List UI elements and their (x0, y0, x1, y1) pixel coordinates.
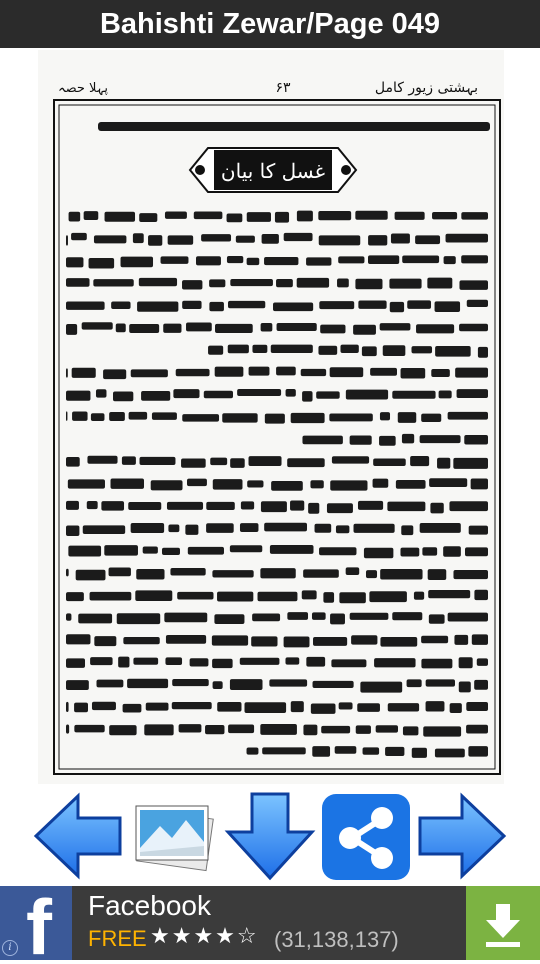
intro-line (98, 122, 490, 131)
photo-gallery-icon (128, 786, 224, 886)
down-arrow-icon (222, 786, 318, 886)
facebook-logo (0, 886, 72, 960)
ad-price: FREE (88, 926, 147, 951)
section-heading: غسل کا بیان (220, 159, 326, 183)
text-line (66, 233, 488, 246)
ad-info-icon[interactable]: i (2, 940, 18, 956)
text-line (247, 746, 488, 758)
text-line (66, 657, 488, 669)
text-line (66, 523, 488, 536)
text-line (66, 701, 488, 714)
ad-rating-count: (31,138,137) (274, 927, 399, 952)
body-text-lines (66, 211, 488, 758)
text-line (66, 612, 488, 624)
ad-title: Facebook (88, 890, 211, 921)
book-page-scan[interactable] (38, 50, 504, 784)
text-line (66, 567, 488, 580)
text-line (66, 634, 488, 647)
text-line (66, 456, 488, 469)
text-line (66, 590, 488, 603)
previous-page-button[interactable] (32, 786, 128, 886)
next-page-down-button[interactable] (222, 786, 318, 886)
running-header-left: پہلا حصہ (58, 81, 109, 96)
text-line (66, 255, 488, 268)
text-line (66, 389, 488, 402)
share-button[interactable] (318, 786, 414, 886)
left-arrow-icon (32, 786, 128, 886)
text-line (66, 724, 488, 737)
text-line (66, 679, 488, 693)
text-line (68, 478, 488, 490)
download-icon (466, 886, 540, 960)
text-line (66, 300, 488, 313)
next-page-button[interactable] (414, 786, 510, 886)
text-line (302, 434, 488, 446)
ad-rating-stars: ★★★★☆ (150, 924, 259, 949)
text-line (66, 500, 488, 513)
text-line (66, 322, 488, 335)
page-title: Bahishti Zewar/Page 049 (99, 7, 441, 40)
title-bar (0, 0, 540, 48)
page-number: ۶۳ (275, 80, 291, 96)
share-icon (318, 786, 414, 886)
gallery-button[interactable] (128, 786, 224, 886)
download-button[interactable] (466, 886, 540, 960)
text-line (66, 411, 488, 423)
text-line (66, 367, 488, 379)
ad-banner[interactable] (0, 886, 540, 960)
page-image (38, 50, 504, 784)
text-line (68, 545, 488, 558)
text-line (208, 345, 488, 358)
text-line (69, 211, 488, 223)
text-line (66, 278, 488, 290)
navigation-bar (0, 786, 540, 886)
right-arrow-icon (414, 786, 510, 886)
running-header-right: بہشتی زیور کامل (374, 80, 478, 96)
facebook-f-icon: f (26, 886, 52, 960)
